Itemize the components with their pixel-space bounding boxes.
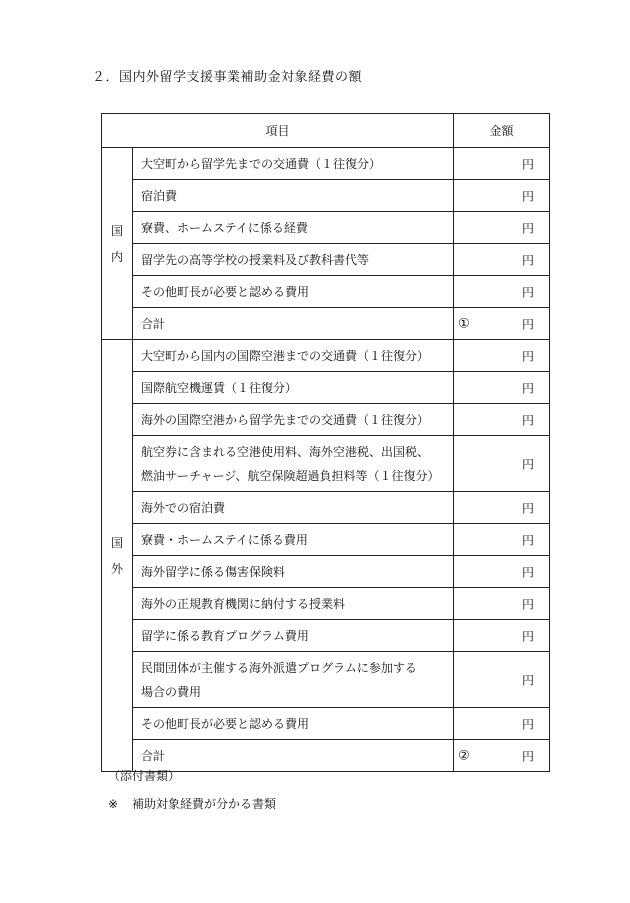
yen-unit: 円 bbox=[521, 157, 534, 171]
domestic-item-label: 大空町から留学先までの交通費（１往復分） bbox=[133, 148, 454, 180]
overseas-item-label: 留学に係る教育プログラム費用 bbox=[133, 620, 454, 652]
domestic-item-label: その他町長が必要と認める費用 bbox=[133, 276, 454, 308]
yen-unit: 円 bbox=[521, 413, 534, 427]
domestic-item-label: 寮費、ホームステイに係る経費 bbox=[133, 212, 454, 244]
table-row bbox=[102, 436, 550, 492]
domestic-item-label: 留学先の高等学校の授業料及び教科書代等 bbox=[133, 244, 454, 276]
yen-unit: 円 bbox=[521, 221, 534, 235]
overseas-item-label: その他町長が必要と認める費用 bbox=[133, 708, 454, 740]
domestic-category-label: 国 内 bbox=[102, 148, 133, 340]
table-row bbox=[102, 276, 550, 308]
yen-unit: 円 bbox=[521, 533, 534, 547]
yen-unit: 円 bbox=[521, 501, 534, 515]
overseas-amount-cell bbox=[454, 524, 550, 556]
yen-unit: 円 bbox=[521, 457, 534, 471]
domestic-amount-cell bbox=[454, 212, 550, 244]
table-row bbox=[102, 708, 550, 740]
domestic-item-label: 宿泊費 bbox=[133, 180, 454, 212]
overseas-category-label: 国 外 bbox=[102, 340, 133, 772]
overseas-amount-cell bbox=[454, 372, 550, 404]
table-row bbox=[102, 372, 550, 404]
yen-unit: 円 bbox=[521, 717, 534, 731]
domestic-amount-cell bbox=[454, 276, 550, 308]
domestic-total-mark: ① bbox=[458, 316, 470, 331]
table-body bbox=[102, 148, 550, 772]
overseas-item-label: 海外留学に係る傷害保険料 bbox=[133, 556, 454, 588]
yen-unit: 円 bbox=[521, 749, 534, 763]
overseas-amount-cell bbox=[454, 556, 550, 588]
table-row bbox=[102, 620, 550, 652]
domestic-amount-cell bbox=[454, 180, 550, 212]
note-mark: ※ bbox=[108, 797, 119, 811]
yen-unit: 円 bbox=[521, 317, 534, 331]
yen-unit: 円 bbox=[521, 189, 534, 203]
table-row bbox=[102, 652, 550, 708]
yen-unit: 円 bbox=[521, 381, 534, 395]
yen-unit: 円 bbox=[521, 253, 534, 267]
table-row bbox=[102, 340, 550, 372]
domestic-amount-cell bbox=[454, 244, 550, 276]
attachment-item: 補助対象経費が分かる書類 bbox=[132, 797, 277, 811]
page-title: ２．国内外留学支援事業補助金対象経費の額 bbox=[92, 70, 363, 85]
overseas-item-label: 寮費・ホームステイに係る費用 bbox=[133, 524, 454, 556]
table-row bbox=[102, 556, 550, 588]
yen-unit: 円 bbox=[521, 597, 534, 611]
overseas-amount-cell bbox=[454, 620, 550, 652]
table-row bbox=[102, 212, 550, 244]
overseas-amount-cell bbox=[454, 340, 550, 372]
domestic-amount-cell bbox=[454, 148, 550, 180]
table-row bbox=[102, 404, 550, 436]
table-row bbox=[102, 524, 550, 556]
overseas-amount-cell bbox=[454, 740, 550, 772]
table-row bbox=[102, 588, 550, 620]
domestic-item-label: 合計 bbox=[133, 308, 454, 340]
overseas-total-mark: ② bbox=[458, 748, 470, 763]
header-item: 項目 bbox=[102, 114, 454, 148]
overseas-amount-cell bbox=[454, 492, 550, 524]
overseas-amount-cell bbox=[454, 588, 550, 620]
table-row bbox=[102, 244, 550, 276]
yen-unit: 円 bbox=[521, 629, 534, 643]
overseas-amount-cell bbox=[454, 708, 550, 740]
overseas-item-label: 海外での宿泊費 bbox=[133, 492, 454, 524]
overseas-amount-cell bbox=[454, 652, 550, 708]
attachment-note bbox=[108, 795, 276, 812]
attachment-label: （添付書類） bbox=[108, 769, 181, 783]
table-row bbox=[102, 180, 550, 212]
yen-unit: 円 bbox=[521, 565, 534, 579]
yen-unit: 円 bbox=[521, 285, 534, 299]
overseas-item-label: 海外の国際空港から留学先までの交通費（１往復分） bbox=[133, 404, 454, 436]
overseas-item-label: 国際航空機運賃（１往復分） bbox=[133, 372, 454, 404]
overseas-item-label: 海外の正規教育機関に納付する授業料 bbox=[133, 588, 454, 620]
expense-table bbox=[101, 113, 550, 772]
table-row bbox=[102, 308, 550, 340]
table-row bbox=[102, 148, 550, 180]
overseas-item-label: 大空町から国内の国際空港までの交通費（１往復分） bbox=[133, 340, 454, 372]
yen-unit: 円 bbox=[521, 349, 534, 363]
overseas-item-label: 民間団体が主催する海外派遣プログラムに参加する 場合の費用 bbox=[133, 652, 454, 708]
overseas-item-label: 合計 bbox=[133, 740, 454, 772]
overseas-item-label: 航空券に含まれる空港使用料、海外空港税、出国税、 燃油サーチャージ、航空保険超過負担料等（１往復分） bbox=[133, 436, 454, 492]
table-row bbox=[102, 492, 550, 524]
header-amount: 金額 bbox=[454, 114, 550, 148]
overseas-amount-cell bbox=[454, 436, 550, 492]
yen-unit: 円 bbox=[521, 673, 534, 687]
domestic-amount-cell bbox=[454, 308, 550, 340]
overseas-amount-cell bbox=[454, 404, 550, 436]
